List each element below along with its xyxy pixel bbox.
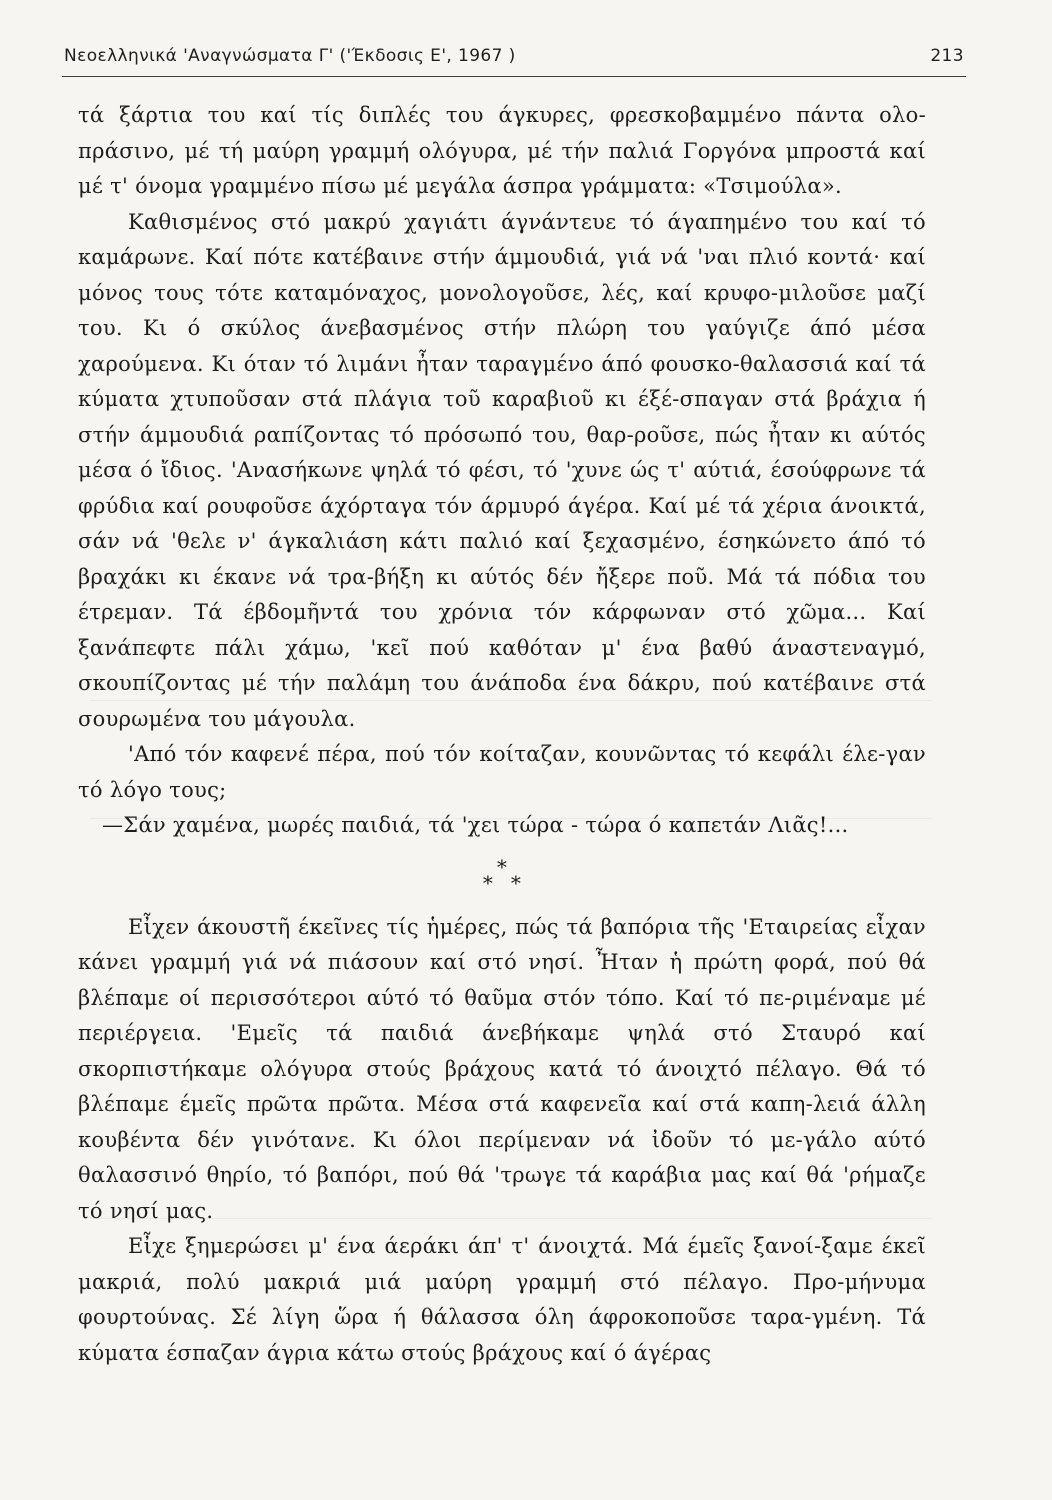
section-divider	[78, 856, 926, 900]
bleed-through-line	[90, 1218, 932, 1219]
paragraph: Καθισμένος στό μακρύ χαγιάτι άγνάντευε τό άγαπημένο του καί τό καμάρωνε. Καί πότε κατέβαινε στήν άμμουδιά, γιά νά 'ναι πλιό κοντά· καί μόνος τους τότε καταμόναχος, μονολογοῦσε, λές, καί κρυφο-μιλοῦσε μαζί του. Κι ό σκύλος άνεβασμένος στήν πλώρη του γαύγιζε άπό μέσα χαρούμενα. Κι όταν τό λιμάνι ἦταν ταραγμένο άπό φουσκο-θαλασσιά καί τά κύματα χτυποῦσαν στά πλάγια τοῦ καραβιοῦ κι έξέ-σπαγαν στά βράχια ή στήν άμμουδιά ραπίζοντας τό πρόσωπό του, θαρ-ροῦσε, πώς ἦταν κι αύτός μέσα ό ἴδιος. 'Ανασήκωνε ψηλά τό φέσι, τό 'χυνε ώς τ' αύτιά, έσούφρωνε τά φρύδια καί ρουφοῦσε άχόρταγα τόν άρμυρό άγέρα. Καί μέ τά χέρια άνοικτά, σάν νά 'θελε ν' άγκαλιάση κάτι παλιό καί ξεχασμένο, έσηκώνετο άπό τό βραχάκι κι έκανε νά τρα-βήξη κι αύτός δέν ἤξερε ποῦ. Μά τά πόδια του έτρεμαν. Τά έβδομῆντά του χρόνια τόν κάρφωναν στό χῶμα... Καί ξανάπεφτε πάλι χάμω, 'κεῖ πού καθόταν μ' ένα βαθύ άναστεναγμό, σκουπίζοντας μέ τήν παλάμη του άνάποδα ένα δάκρυ, πού κατέβαινε στά σουρωμένα του μάγουλα.	[78, 209, 926, 731]
body-text	[78, 98, 926, 1371]
running-head-title: Νεοελληνικά 'Αναγνώσματα Γ' ('Έκδοσις Ε', 1967 )	[64, 46, 516, 66]
paragraph: Εἶχε ξημερώσει μ' ένα άεράκι άπ' τ' άνοιχτά. Μά έμεῖς ξανοί-ξαμε έκεῖ μακριά, πολύ μακριά μιά μαύρη γραμμή στό πέλαγο. Προ-μήνυμα φουρτούνας. Σέ λίγη ὥρα ή θάλασσα όλη άφροκοποῦσε ταρα-γμένη. Τά κύματα έσπαζαν άγρια κάτω στούς βράχους καί ό άγέρας	[78, 1234, 926, 1365]
divider-asterisk: *	[510, 870, 522, 895]
page-number: 213	[930, 46, 964, 66]
divider-asterisk: *	[482, 870, 494, 895]
divider-asterisk: *	[496, 854, 508, 879]
dialogue-line: —Σάν χαμένα, μωρές παιδιά, τά 'χει τώρα - τώρα ό καπετάν Λιᾶς!...	[102, 813, 849, 837]
paragraph: τά ξάρτια του καί τίς διπλές του άγκυρες, φρεσκοβαμμένο πάντα ολο-πράσινο, μέ τή μαύρη γραμμή ολόγυρα, μέ τήν παλιά Γοργόνα μπροστά καί μέ τ' όνομα γραμμένο πίσω μέ μεγάλα άσπρα γράμματα: «Τσιμούλα».	[78, 103, 926, 198]
paragraph: Εἶχεν άκουστῆ έκεῖνες τίς ἡμέρες, πώς τά βαπόρια τῆς 'Εταιρείας εἶχαν κάνει γραμμή γιά νά πιάσουν καί στό νησί. Ἦταν ἡ πρώτη φορά, πού θά βλέπαμε οί περισσότεροι αύτό τό θαῦμα στόν τόπο. Καί τό πε-ριμέναμε μέ περιέργεια. 'Εμεῖς τά παιδιά άνεβήκαμε ψηλά στό Σταυρό καί σκορπιστήκαμε ολόγυρα στούς βράχους κατά τό άνοιχτό πέλαγο. Θά τό βλέπαμε έμεῖς πρῶτα πρῶτα. Μέσα στά καφενεῖα καί στά καπη-λειά άλλη κουβέντα δέν γινότανε. Κι όλοι περίμεναν νά ἰδοῦν τό με-γάλο αύτό θαλασσινό θηρίο, τό βαπόρι, πού θά 'τρωγε τά καράβια μας καί θά 'ρήμαζε τό νησί μας.	[78, 914, 926, 1223]
running-head	[64, 38, 964, 74]
header-rule	[62, 76, 966, 77]
paragraph: 'Από τόν καφενέ πέρα, πού τόν κοίταζαν, κουνῶντας τό κεφάλι έλε-γαν τό λόγο τους;	[78, 742, 926, 802]
bleed-through-line	[90, 818, 932, 819]
bleed-through-line	[90, 700, 932, 701]
